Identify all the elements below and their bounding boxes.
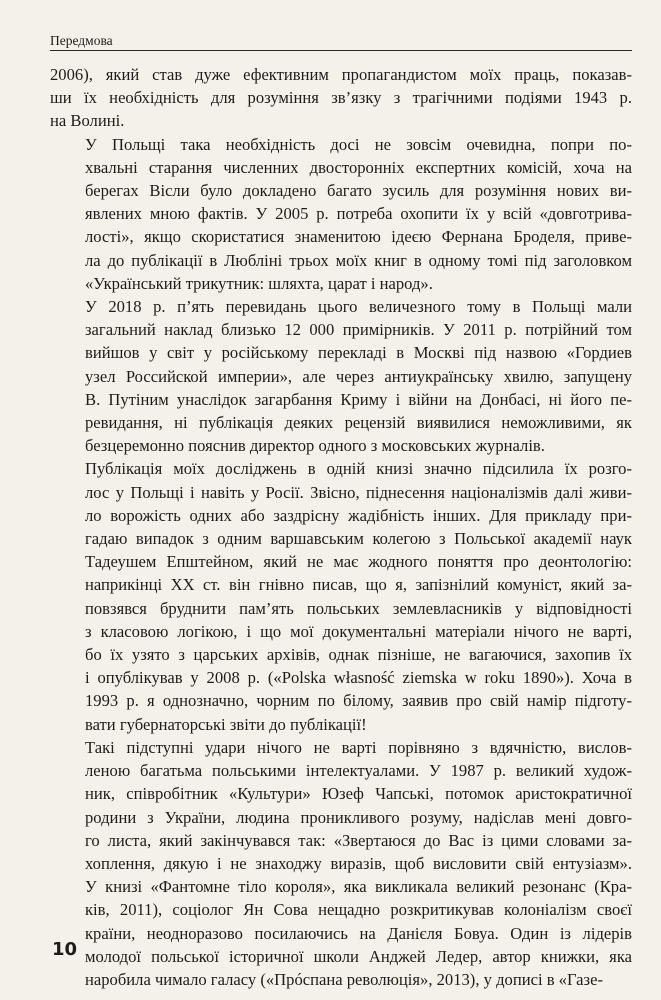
text-line: наприкінці XX ст. він гнівно писав, що я, запізнілий комуніст, який за- [85,575,632,595]
text-line: берегах Вісли було докладено багато зусиль для розуміння нових ви- [85,181,632,201]
text-line: ків, 2011), соціолог Ян Сова нещадно розкритикував колоніалізм своєї [85,900,632,920]
text-line: наробила чимало галасу («Прóспана революція», 2013), у дописі в «Газе- [85,969,603,989]
text-line: го листа, який закінчувався так: «Звертаюся до Вас із цими словами за- [85,830,632,850]
text-line: У книзі «Фантомне тіло короля», яка викликала великий резонанс (Кра- [85,877,632,897]
page-number: 10 [52,939,78,960]
text-line: ла до публікації в Любліні трьох моїх книг в одному томі під заголовком [85,250,632,270]
paragraph [50,295,632,457]
body-text [50,63,632,991]
text-line: «Український трикутник: шляхта, царат і народ». [85,273,433,293]
text-line: 1993 р. я однозначно, чорним по білому, заявив про свій намір підготу- [85,691,632,711]
text-line: У Польщі така необхідність досі не зовсім очевидна, попри по- [85,134,632,154]
text-line: У 2018 р. п’ять перевидань цього величезного тому в Польщі мали [85,297,632,317]
text-line: повзявся бруднити пам’ять польських землевласників у відповідності [85,598,632,618]
text-line: хоплення, дякую і не знаходжу виразів, щоб висловити свій ентузіазм». [85,853,632,873]
running-head: Передмова [50,33,632,51]
text-line: ши їх необхідність для розуміння зв’язку з трагічними подіями 1943 р. [50,88,632,108]
text-line: молодої польської історичної школи Анджей Ледер, автор книжки, яка [85,946,632,966]
text-line: вийшов у світ у російському перекладі в Москві під назвою «Гордиев [85,343,632,363]
text-line: ло ворожість одних або заздрісну жадібність інших. Для прикладу при- [85,505,632,525]
text-line: узел Российской империи», але через антиукраїнську хвилю, запущену [85,366,632,386]
text-line: Такі підступні удари нічого не варті порівняно з вдячністю, вислов- [85,737,632,757]
text-line: леною багатьма польськими інтелектуалами. У 1987 р. великий худож- [85,761,632,781]
text-line: лості», якщо скористатися знаменитою ідеєю Фернана Броделя, приве- [85,227,632,247]
text-line: на Волині. [50,111,125,131]
text-line: з класовою логікою, і що мої документальні матеріали нічого не варті, [85,621,632,641]
text-line: В. Путіним унаслідок загарбання Криму і війни на Донбасі, ні його пе- [85,389,632,409]
text-line: хвальні старання численних двосторонніх експертних комісій, хоча на [85,157,632,177]
text-line: 2006), який став дуже ефективним пропагандистом моїх праць, показав- [50,65,632,84]
text-line: гадаю випадок з одним варшавським колегою з Польської академії наук [85,529,632,549]
text-line: лос у Польщі і навіть у Росії. Звісно, піднесення націоналізмів далі живи- [85,482,632,502]
paragraph [50,457,632,735]
text-line: загальний наклад близько 12 000 примірників. У 2011 р. потрійний том [85,320,632,340]
text-line: ник, співробітник «Культури» Юзеф Чапськi, потомок аристократичної [85,784,632,804]
text-line: вати губернаторські звіти до публікації! [85,714,367,734]
text-line: Тадеушем Епштейном, який не має жодного поняття про деонтологію: [85,552,632,572]
text-line: Публікація моїх досліджень в одній книзі значно підсилила їх розго- [85,459,632,479]
text-line: родини з України, людина проникливого розуму, надіслав мені довго- [85,807,632,827]
paragraph [50,133,632,295]
text-line: і опублікував у 2008 р. («Polska własność ziemska w roku 1890»). Хоча в [85,668,632,688]
paragraph [50,736,632,991]
paragraph [50,63,632,133]
text-line: ревидання, ні публікація деяких рецензій виявилися неможливими, як [85,413,632,433]
text-line: явлених мною фактів. У 2005 р. потреба охопити їх у всій «довготрива- [85,204,632,224]
text-line: безцеремонно пояснив директор одного з московських журналів. [85,436,545,456]
text-line: бо їх узято з царських архівів, однак пізніше, не вагаючися, захопив їх [85,645,632,665]
text-line: країни, неодноразово посилаючись на Данієля Бовуа. Один із лідерів [85,923,632,943]
